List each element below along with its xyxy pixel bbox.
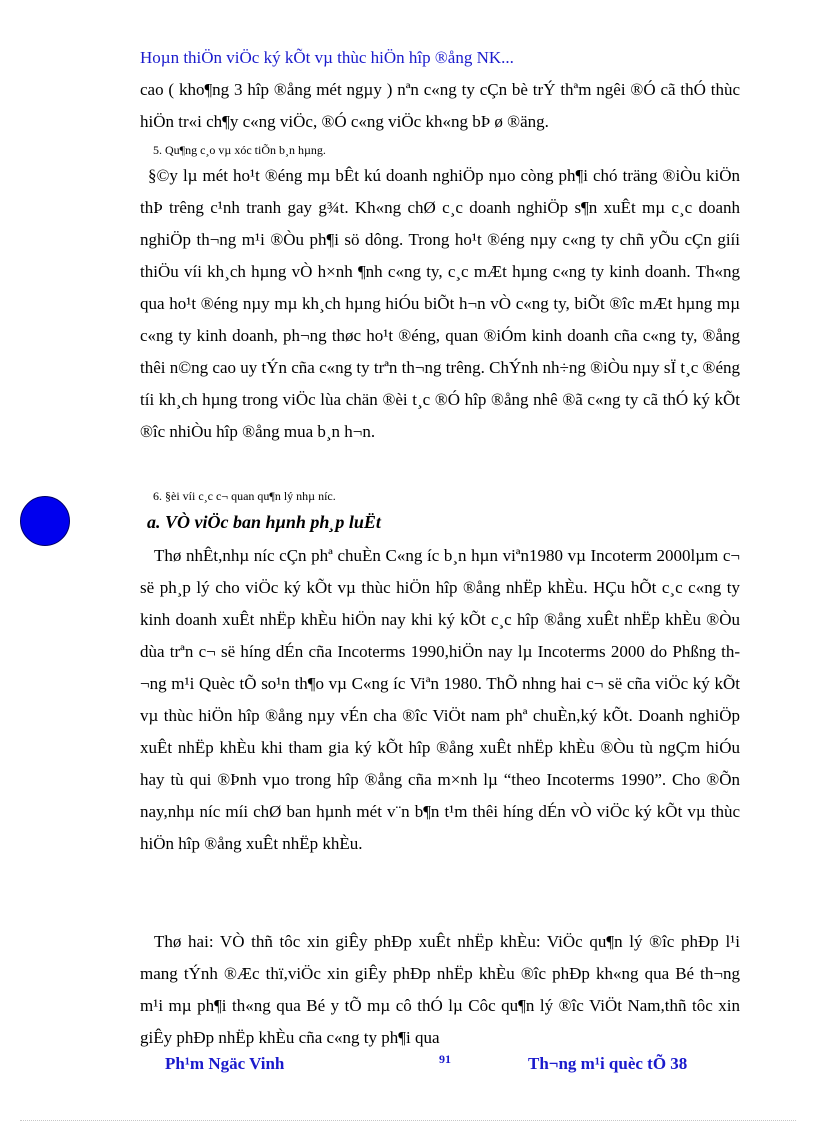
paragraph-first: Thø nhÊt,nhµ níc cÇn phª chuÈn C«ng íc b¸n hµn viªn1980 vµ Incoterm 2000lµm c¬ së ph¸p lý cho viÖc ký kÕt vµ thùc hiÖn hîp ®ång nhËp khÈu. HÇu hÕt c¸c c«ng ty kinh doanh xuÊt nhËp khÈu hiÖn nay khi ký kÕt c¸c hîp ®ång xuÊt nhËp khÈu ®Òu dùa trªn c¬ së híng dÉn cña Incoterms 1990,hiÖn nay lµ Incoterms 2000 do Phßng th¬ng m¹i Quèc tÕ so¹n th¶o vµ C«ng íc Viªn 1980. ThÕ nhng hai c¬ së cña viÖc ký kÕt vµ thùc hiÖn hîp ®ång nµy vÉn cha ®îc ViÖt nam phª chuÈn,ký kÕt. Doanh nghiÖp xuÊt nhËp khÈu khi tham gia ký kÕt hîp ®ång xuÊt nhËp khÈu ®Òu tù ngÇm hiÓu hay tù qui ®Þnh vµo trong hîp ®ång cña m×nh lµ “theo Incoterms 1990”. Cho ®Õn nay,nhµ níc míi chØ ban hµnh mét v¨n b¶n t¹m thêi híng dÉn vÒ viÖc ký kÕt vµ thùc hiÖn hîp ®ång xuÊt nhËp khÈu. (140, 546, 740, 853)
paragraph-continued: cao ( kho¶ng 3 hîp ®ång mét ngµy ) nªn c«ng ty cÇn bè trÝ thªm ngêi ®Ó cã thÓ thùc hiÖn tr«i ch¶y c«ng viÖc, ®Ó c«ng viÖc kh«ng bÞ ø ®äng. (140, 80, 740, 131)
blue-circle-marker (20, 496, 70, 546)
page-number: 91 (439, 1052, 451, 1066)
paragraph-second: Thø hai: VÒ thñ tôc xin giÊy phÐp xuÊt nhËp khÈu: ViÖc qu¶n lý ®îc phÐp l¹i mang tÝnh ®Æc thï,viÖc xin giÊy phÐp nhËp khÈu ®îc phÐp kh«ng qua Bé th¬ng m¹i mµ ph¶i th«ng qua Bé y tÕ mµ cô thÓ lµ Côc qu¶n lý ®îc ViÖt Nam,thñ tôc xin giÊy phÐp nhËp khÈu cña c«ng ty ph¶i qua (140, 932, 740, 1047)
footer-class: Th¬ng m¹i quèc tÕ 38 (528, 1054, 688, 1073)
list-item-5: 5. Qu¶ng c¸o vµ xóc tiÕn b¸n hµng. (153, 143, 326, 157)
section-heading: a. VÒ viÖc ban hµnh ph¸p luËt (147, 512, 381, 532)
running-header: Hoµn thiÖn viÖc ký kÕt vµ thùc hiÖn hîp ®ång NK... (140, 48, 514, 67)
list-item-6: 6. §èi víi c¸c c¬ quan qu¶n lý nhµ níc. (153, 489, 336, 503)
footer-author: Ph¹m Ngäc Vinh (165, 1054, 285, 1073)
paragraph-advertising: §©y lµ mét ho¹t ®éng mµ bÊt kú doanh nghiÖp nµo còng ph¶i chó träng ®iÒu kiÖn thÞ trêng c¹nh tranh gay g¾t. Kh«ng chØ c¸c doanh nghiÖp s¶n xuÊt mµ c¸c doanh nghiÖp th¬ng m¹i ®Òu ph¶i sö dông. Trong ho¹t ®éng nµy c«ng ty chñ yÕu cÇn giíi thiÖu víi kh¸ch hµng vÒ h×nh ¶nh c«ng ty, c¸c mÆt hµng c«ng ty kinh doanh. Th«ng qua ho¹t ®éng nµy mµ kh¸ch hµng hiÓu biÕt h¬n vÒ c«ng ty, biÕt ®îc mÆt hµng mµ c«ng ty kinh doanh, ph¬ng thøc ho¹t ®éng, quan ®iÓm kinh doanh cña c«ng ty, ®ång thêi n©ng cao uy tÝn cña c«ng ty trªn th¬ng trêng. ChÝnh nh÷ng ®iÒu nµy sÏ t¸c ®éng tíi kh¸ch hµng trong viÖc lùa chän ®èi t¸c ®Ó hîp ®ång nhê ®ã c«ng ty cã thÓ ký kÕt ®îc nhiÒu hîp ®ång mua b¸n h¬n. (140, 166, 740, 441)
page-bottom-divider (20, 1120, 796, 1121)
